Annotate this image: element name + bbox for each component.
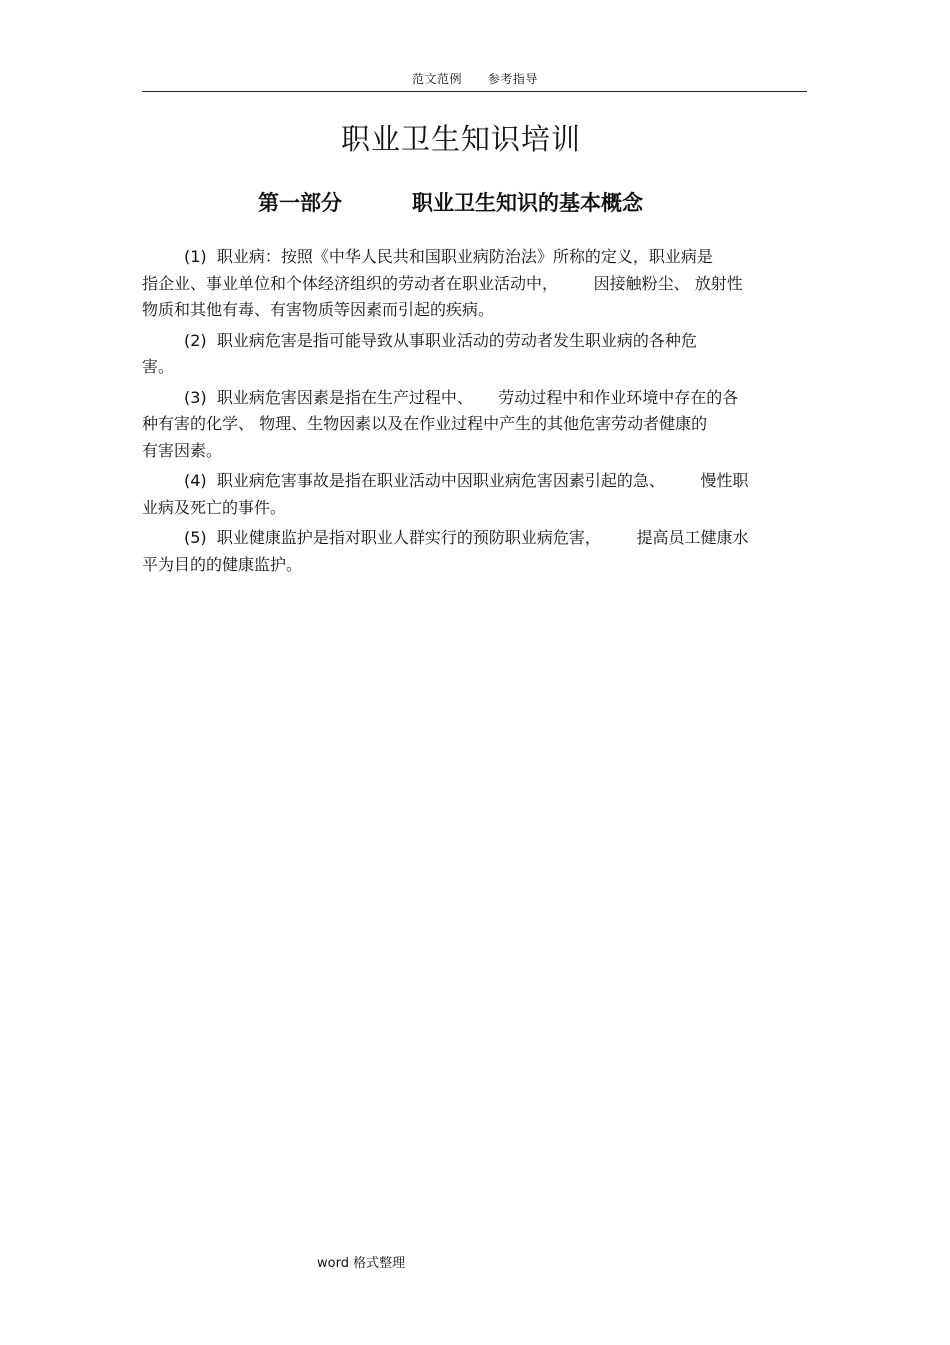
definition-paragraph-3 xyxy=(142,385,808,465)
paragraph-line: 种有害的化学、 物理、生物因素以及在作业过程中产生的其他危害劳动者健康的 xyxy=(142,414,708,433)
definition-paragraph-4 xyxy=(142,468,808,521)
paragraph-line: (1) 职业病：按照《中华人民共和国职业病防治法》所称的定义，职业病是 xyxy=(184,247,713,266)
document-title: 职业卫生知识培训 xyxy=(340,122,581,156)
paragraph-line: (5) 职业健康监护是指对职业人群实行的预防职业病危害， 提高员工健康水 xyxy=(184,528,749,547)
definition-paragraph-1 xyxy=(142,244,808,324)
paragraph-line: 平为目的的健康监护。 xyxy=(142,554,303,574)
paragraph-line: 害。 xyxy=(142,357,175,376)
paragraph-line: (3) 职业病危害因素是指在生产过程中、 劳动过程中和作业环境中存在的各 xyxy=(184,387,739,407)
page-footer-text: word 格式整理 xyxy=(317,1256,406,1271)
paragraph-line: 指企业、事业单位和个体经济组织的劳动者在职业活动中， 因接触粉尘、 放射性 xyxy=(142,273,743,293)
definition-paragraph-2 xyxy=(142,328,808,381)
paragraph-line: 业病及死亡的事件。 xyxy=(142,497,287,517)
section-heading xyxy=(258,187,643,217)
paragraph-line: (2) 职业病危害是指可能导致从事职业活动的劳动者发生职业病的各种危 xyxy=(184,330,697,350)
paragraph-line: 物质和其他有毒、有害物质等因素而引起的疾病。 xyxy=(142,300,495,319)
page-header-text: 范文范例 参考指导 xyxy=(412,72,538,86)
definition-paragraph-5 xyxy=(142,525,808,578)
paragraph-line: 有害因素。 xyxy=(142,440,223,460)
section-title: 职业卫生知识的基本概念 xyxy=(412,191,643,215)
paragraph-line: (4) 职业病危害事故是指在职业活动中因职业病危害因素引起的急、 慢性职 xyxy=(184,471,749,490)
document-body xyxy=(142,244,808,582)
header-divider xyxy=(142,91,807,92)
section-number: 第一部分 xyxy=(258,191,342,215)
